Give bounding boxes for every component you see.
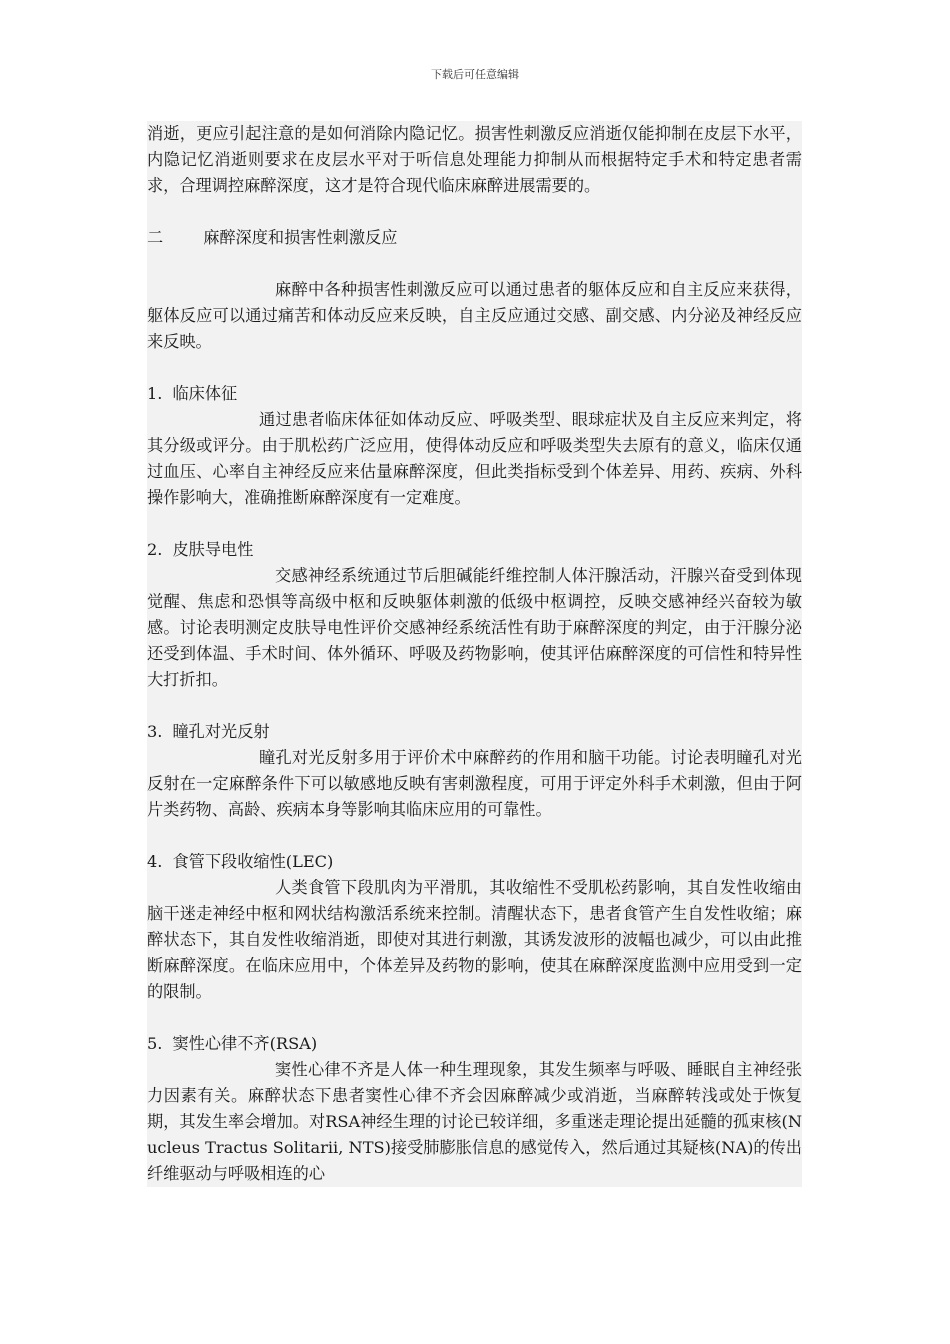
section-number: 2. (147, 540, 163, 559)
section-number: 二 (147, 228, 164, 247)
section-title: 麻醉深度和损害性刺激反应 (203, 228, 398, 247)
section-title: 临床体征 (172, 384, 238, 403)
paragraph: 瞳孔对光反射多用于评价术中麻醉药的作用和脑干功能。讨论表明瞳孔对光反射在一定麻醉条件下可以敏感地反映有害刺激程度，可用于评定外科手术刺激，但由于阿片类药物、高龄、疾病本身等影响其临床应用的可靠性。 (147, 748, 802, 819)
section-number: 3. (147, 722, 163, 741)
section-heading (147, 381, 802, 407)
section-heading (147, 225, 802, 251)
blank-line (147, 199, 802, 225)
section-title: 皮肤导电性 (172, 540, 254, 559)
paragraph: 交感神经系统通过节后胆碱能纤维控制人体汗腺活动，汗腺兴奋受到体现觉醒、焦虑和恐惧等高级中枢和反映躯体刺激的低级中枢调控，反映交感神经兴奋较为敏感。讨论表明测定皮肤导电性评价交感神经系统活性有助于麻醉深度的判定，由于汗腺分泌还受到体温、手术时间、体外循环、呼吸及药物影响，使其评估麻醉深度的可信性和特异性大打折扣。 (147, 566, 802, 689)
paragraph: 通过患者临床体征如体动反应、呼吸类型、眼球症状及自主反应来判定，将其分级或评分。由于肌松药广泛应用，使得体动反应和呼吸类型失去原有的意义，临床仅通过血压、心率自主神经反应来估量麻醉深度，但此类指标受到个体差异、用药、疾病、外科操作影响大，准确推断麻醉深度有一定难度。 (147, 410, 802, 507)
blank-line (147, 823, 802, 849)
section-heading (147, 849, 802, 875)
blank-line (147, 1005, 802, 1031)
blank-line (147, 355, 802, 381)
page-header: 下载后可任意编辑 (431, 68, 519, 81)
section-number: 5. (147, 1034, 163, 1053)
paragraph: 消逝，更应引起注意的是如何消除内隐记忆。损害性刺激反应消逝仅能抑制在皮层下水平，内隐记忆消逝则要求在皮层水平对于听信息处理能力抑制从而根据特定手术和特定患者需求，合理调控麻醉深度，这才是符合现代临床麻醉进展需要的。 (147, 124, 802, 195)
paragraph: 麻醉中各种损害性刺激反应可以通过患者的躯体反应和自主反应来获得，躯体反应可以通过痛苦和体动反应来反映，自主反应通过交感、副交感、内分泌及神经反应来反映。 (147, 280, 802, 351)
paragraph: 窦性心律不齐是人体一种生理现象，其发生频率与呼吸、睡眠自主神经张力因素有关。麻醉状态下患者窦性心律不齐会因麻醉减少或消逝，当麻醉转浅或处于恢复期，其发生率会增加。对RSA神经生理的讨论已较详细，多重迷走理论提出延髓的孤束核(Nucleus Tractus Solitarii, NTS)接受肺膨胀信息的感觉传入，然后通过其疑核(NA)的传出纤维驱动与呼吸相连的心 (147, 1060, 802, 1183)
section-heading (147, 1031, 802, 1057)
paragraph: 人类食管下段肌肉为平滑肌，其收缩性不受肌松药影响，其自发性收缩由脑干迷走神经中枢和网状结构激活系统来控制。清醒状态下，患者食管产生自发性收缩；麻醉状态下，其自发性收缩消逝，即使对其进行刺激，其诱发波形的波幅也减少，可以由此推断麻醉深度。在临床应用中，个体差异及药物的影响，使其在麻醉深度监测中应用受到一定的限制。 (147, 878, 802, 1001)
blank-line (147, 693, 802, 719)
section-heading (147, 719, 802, 745)
blank-line (147, 511, 802, 537)
section-title: 食管下段收缩性(LEC) (172, 852, 334, 871)
section-number: 4. (147, 852, 163, 871)
section-title: 窦性心律不齐(RSA) (172, 1034, 318, 1053)
section-title: 瞳孔对光反射 (172, 722, 270, 741)
section-heading (147, 537, 802, 563)
section-number: 1. (147, 384, 163, 403)
document-body (147, 121, 802, 1187)
blank-line (147, 251, 802, 277)
